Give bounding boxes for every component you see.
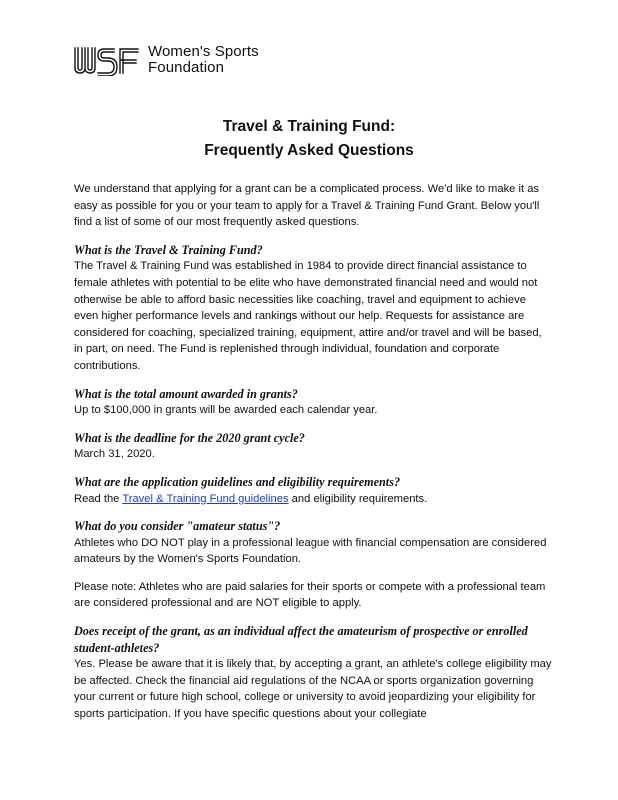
document-title-line1: Travel & Training Fund: — [222, 118, 396, 135]
svg-text:WSF: WSF — [74, 46, 77, 47]
faq-question: What is the deadline for the 2020 grant cycle? — [74, 430, 305, 445]
organization-name-line2: Foundation — [148, 59, 225, 76]
faq-item — [74, 623, 552, 723]
document-body — [74, 181, 552, 734]
faq-answer: March 31, 2020. — [74, 448, 155, 461]
document-title-line2: Frequently Asked Questions — [204, 142, 414, 159]
faq-note — [74, 579, 552, 612]
faq-question: What do you consider "amateur status"? — [74, 519, 281, 534]
faq-question: What are the application guidelines and eligibility requirements? — [74, 474, 401, 489]
organization-name-line1: Women's Sports — [148, 43, 259, 60]
faq-answer: Athletes who DO NOT play in a professional league with financial compensation are considered amateurs by the Women's Sports Foundation. — [74, 536, 547, 566]
faq-answer: The Travel & Training Fund was established in 1984 to provide direct financial assistance to female athletes with potential to be elite who have demonstrated financial need and would not otherwise be able to afford basic necessities like coaching, travel and equipment to achieve even higher performance levels and rankings without our help. Requests for assistance are considered for coaching, specialized training, equipment, attire and/or travel and will be based, in part, on need. The Fund is replenished through individual, foundation and corporate contributions. — [74, 260, 542, 372]
faq-question: Does receipt of the grant, as an individual affect the amateurism of prospective or enrolled student-athletes? — [74, 624, 528, 655]
faq-item — [74, 430, 552, 463]
faq-question: What is the Travel & Training Fund? — [74, 242, 263, 257]
intro-paragraph: We understand that applying for a grant can be a complicated process. We'd like to make it as easy as possible for you or your team to apply for a Travel & Training Fund Grant. Below you'll find a list of some of our most frequently asked questions. — [74, 183, 540, 229]
faq-question: What is the total amount awarded in grants? — [74, 386, 298, 401]
faq-answer: Up to $100,000 in grants will be awarded each calendar year. — [74, 404, 378, 417]
answer-prefix: Read the — [74, 492, 123, 505]
faq-answer — [74, 491, 552, 508]
wsf-logo — [74, 44, 274, 78]
organization-name — [148, 44, 259, 76]
wsf-logo-mark-icon — [74, 46, 140, 76]
guidelines-link[interactable]: Travel & Training Fund guidelines — [122, 492, 289, 505]
faq-item — [74, 242, 552, 375]
faq-item — [74, 518, 552, 568]
faq-item — [74, 474, 552, 507]
answer-suffix: and eligibility requirements. — [288, 492, 428, 505]
faq-note-text: Please note: Athletes who are paid salaries for their sports or compete with a professional team are considered professional and are NOT eligible to apply. — [74, 580, 546, 610]
faq-item — [74, 386, 552, 419]
faq-answer: Yes. Please be aware that it is likely that, by accepting a grant, an athlete's college eligibility may be affected. Check the financial aid regulations of the NCAA or sports organization governing your current or future high school, college or university to avoid jeopardizing your eligibility for sports participation. If you have specific questions about your collegiate — [74, 658, 552, 721]
